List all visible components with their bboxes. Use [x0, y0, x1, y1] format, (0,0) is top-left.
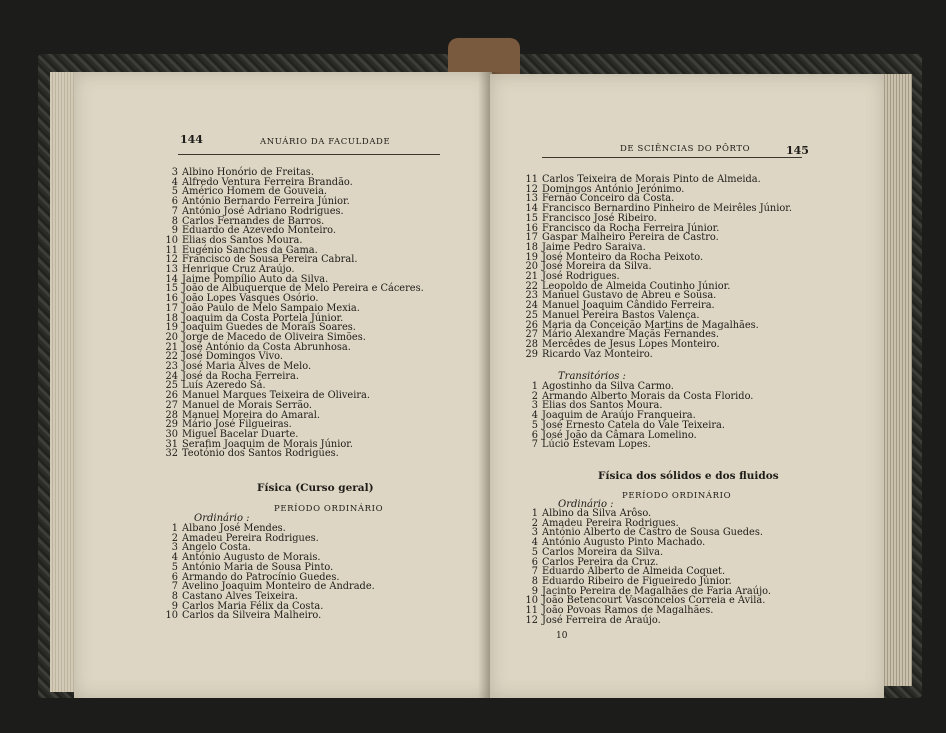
student-name: José Ernesto Catela do Vale Teixeira.	[542, 419, 725, 431]
student-name: Eduardo Ribeiro de Figueiredo Júnior.	[542, 575, 732, 587]
item-number: 29	[525, 348, 538, 360]
page-edges-left	[50, 72, 76, 692]
item-number: 7	[171, 205, 178, 217]
item-number: 3	[531, 527, 538, 539]
item-number: 25	[165, 380, 178, 392]
item-number: 17	[525, 232, 538, 244]
student-name: Castano Alves Teixeira.	[182, 590, 298, 602]
item-number: 13	[525, 193, 538, 205]
student-name: Manuel de Morais Serrão.	[182, 399, 313, 411]
student-name: Joaquim Guedes de Morais Soares.	[182, 322, 356, 334]
student-name: Carlos da Silveira Malheiro.	[182, 610, 322, 622]
student-name: Domingos António Jerónimo.	[542, 183, 685, 195]
student-name: Albano José Mendes.	[182, 523, 286, 534]
item-number: 22	[165, 351, 178, 363]
header-rule	[178, 154, 440, 155]
item-number: 22	[525, 280, 538, 292]
item-number: 23	[525, 290, 538, 302]
student-list	[160, 524, 375, 621]
item-number: 3	[171, 167, 178, 178]
item-number: 23	[165, 361, 178, 373]
student-name: António Augusto Pinto Machado.	[542, 537, 706, 549]
item-number: 2	[531, 390, 538, 402]
list-item	[520, 616, 771, 626]
item-number: 16	[525, 222, 538, 234]
item-number: 7	[531, 566, 538, 578]
student-name: Agostinho da Silva Carmo.	[542, 381, 674, 392]
student-name: Elias dos Santos Moura.	[542, 400, 663, 412]
item-number: 21	[165, 341, 178, 353]
page-number: 144	[180, 133, 203, 146]
item-number: 21	[525, 271, 538, 283]
student-name: Eduardo de Azevedo Monteiro.	[182, 225, 337, 237]
student-name: Eugénio Sanches da Gama.	[182, 244, 318, 256]
student-name: Maria da Conceição Martins de Magalhães.	[542, 319, 759, 331]
item-number: 9	[171, 600, 178, 612]
student-name: Jaime Pompílio Auto da Silva.	[182, 273, 329, 285]
item-number: 27	[525, 329, 538, 341]
item-number: 6	[171, 571, 178, 583]
signature-mark: 10	[556, 631, 568, 641]
category-label: Ordinário :	[194, 513, 250, 524]
student-name: Manuel Pereira Bastos Valença.	[542, 309, 700, 321]
item-number: 10	[165, 610, 178, 622]
student-name: Carlos Moreira da Silva.	[542, 546, 664, 558]
running-head: DE SCIÊNCIAS DO PÔRTO	[620, 144, 751, 154]
student-name: João de Albuquerque de Melo Pereira e Cáceres.	[182, 283, 424, 295]
student-name: Elias dos Santos Moura.	[182, 234, 303, 246]
item-number: 19	[525, 251, 538, 263]
item-number: 12	[525, 614, 538, 626]
item-number: 32	[165, 448, 178, 460]
list-item	[520, 350, 792, 360]
item-number: 4	[531, 537, 538, 549]
category-label: Transitórios :	[558, 371, 626, 382]
student-name: António Alberto de Castro de Sousa Guedes.	[542, 527, 763, 539]
student-name: António Augusto de Morais.	[182, 552, 321, 564]
list-item	[160, 449, 424, 459]
item-number: 15	[525, 212, 538, 224]
item-number: 1	[531, 381, 538, 392]
student-name: Jacinto Pereira de Magalhães de Faria Araújo.	[542, 585, 771, 597]
item-number: 12	[165, 254, 178, 266]
student-name: Manuel Marques Teixeira de Oliveira.	[182, 390, 370, 402]
item-number: 19	[165, 322, 178, 334]
student-name: António Bernardo Ferreira Júnior.	[182, 196, 350, 208]
student-name: Mário Alexandre Maçãs Fernandes.	[542, 329, 720, 341]
item-number: 2	[531, 517, 538, 529]
item-number: 5	[171, 561, 178, 573]
item-number: 4	[171, 552, 178, 564]
item-number: 20	[165, 331, 178, 343]
student-name: Carlos Teixeira de Morais Pinto de Almeida.	[542, 174, 761, 185]
item-number: 10	[165, 234, 178, 246]
item-number: 5	[171, 186, 178, 198]
item-number: 11	[525, 605, 538, 617]
period-label: PERÍODO ORDINÁRIO	[274, 504, 384, 514]
student-name: José Rodrigues.	[542, 271, 620, 283]
item-number: 14	[525, 203, 538, 215]
student-list	[160, 168, 424, 459]
item-number: 6	[171, 196, 178, 208]
student-name: Miguel Bacelar Duarte.	[182, 428, 299, 440]
student-name: António Maria de Sousa Pinto.	[182, 561, 334, 573]
item-number: 7	[171, 581, 178, 593]
student-name: Armando Alberto Morais da Costa Florido.	[542, 390, 754, 402]
item-number: 20	[525, 261, 538, 273]
student-name: Jaime Pedro Saraiva.	[542, 241, 646, 253]
item-number: 1	[531, 508, 538, 519]
item-number: 26	[525, 319, 538, 331]
item-number: 11	[165, 244, 178, 256]
student-name: Henrique Cruz Araújo.	[182, 264, 295, 276]
item-number: 9	[171, 225, 178, 237]
item-number: 3	[531, 400, 538, 412]
student-name: Joaquim de Araújo Franqueira.	[542, 410, 696, 422]
student-name: Carlos Fernandes de Barros.	[182, 215, 325, 227]
student-name: José Domingos Vivo.	[182, 351, 283, 363]
item-number: 2	[171, 532, 178, 544]
section-title: Física dos sólidos e dos fluidos	[598, 470, 779, 482]
left-page	[74, 72, 492, 698]
period-label: PERÍODO ORDINÁRIO	[622, 491, 732, 501]
student-name: Armando do Patrocínio Guedes.	[182, 571, 340, 583]
item-number: 8	[531, 575, 538, 587]
student-name: Joaquim da Costa Portela Júnior.	[182, 312, 344, 324]
student-name: Manuel Gustavo de Abreu e Sousa.	[542, 290, 717, 302]
student-name: José António da Costa Abrunhosa.	[182, 341, 351, 353]
item-number: 29	[165, 419, 178, 431]
item-number: 10	[525, 595, 538, 607]
student-name: Angelo Costa.	[182, 542, 251, 554]
item-number: 24	[165, 370, 178, 382]
student-name: Carlos Pereira da Cruz.	[542, 556, 659, 568]
item-number: 18	[165, 312, 178, 324]
item-number: 6	[531, 429, 538, 441]
student-name: Francisco de Sousa Pereira Cabral.	[182, 254, 358, 266]
header-rule	[542, 157, 802, 158]
student-name: Luís Azeredo Sá.	[182, 380, 266, 392]
item-number: 28	[165, 409, 178, 421]
student-name: Albino da Silva Arôso.	[542, 508, 652, 519]
student-name: Jorge de Macedo de Oliveira Simões.	[182, 331, 366, 343]
item-number: 26	[165, 390, 178, 402]
list-item	[520, 440, 753, 450]
student-name: João Paulo de Melo Sampaio Mexia.	[182, 302, 360, 314]
page-number: 145	[786, 144, 809, 157]
student-name: Albino Honório de Freitas.	[182, 167, 314, 178]
student-name: Eduardo Alberto de Almeida Coquet.	[542, 566, 726, 578]
student-name: Amadeu Pereira Rodrigues.	[542, 517, 679, 529]
section-title: Física (Curso geral)	[257, 482, 374, 494]
item-number: 31	[165, 438, 178, 450]
student-name: Amadeu Pereira Rodrigues.	[182, 532, 319, 544]
item-number: 4	[531, 410, 538, 422]
student-name: Manuel Joaquim Cândido Ferreira.	[542, 300, 715, 312]
student-name: José João da Câmara Lomelino.	[542, 429, 697, 441]
item-number: 4	[171, 176, 178, 188]
right-page	[490, 74, 884, 698]
item-number: 5	[531, 419, 538, 431]
student-name: José Ferreira de Araújo.	[542, 614, 661, 626]
item-number: 14	[165, 273, 178, 285]
student-name: Avelino Joaquim Monteiro de Andrade.	[182, 581, 375, 593]
student-name: Serafim Joaquim de Morais Júnior.	[182, 438, 353, 450]
student-name: José Moreira da Silva.	[542, 261, 652, 273]
item-number: 28	[525, 338, 538, 350]
student-list	[520, 509, 771, 625]
student-name: Mercêdes de Jesus Lopes Monteiro.	[542, 338, 720, 350]
student-list	[520, 175, 792, 359]
student-name: Carlos Maria Félix da Costa.	[182, 600, 324, 612]
student-name: Francisco da Rocha Ferreira Júnior.	[542, 222, 720, 234]
item-number: 25	[525, 309, 538, 321]
student-name: Manuel Moreira do Amaral.	[182, 409, 320, 421]
student-list	[520, 382, 753, 450]
student-name: Francisco José Ribeiro.	[542, 212, 657, 224]
item-number: 27	[165, 399, 178, 411]
item-number: 9	[531, 585, 538, 597]
category-label: Ordinário :	[558, 499, 614, 510]
student-name: João Povoas Ramos de Magalhães.	[542, 605, 714, 617]
item-number: 18	[525, 241, 538, 253]
item-number: 7	[531, 439, 538, 451]
item-number: 11	[525, 174, 538, 185]
item-number: 8	[171, 590, 178, 602]
student-name: Gaspar Malheiro Pereira de Castro.	[542, 232, 719, 244]
item-number: 30	[165, 428, 178, 440]
item-number: 13	[165, 264, 178, 276]
student-name: José Monteiro da Rocha Peixoto.	[542, 251, 704, 263]
student-name: Fernão Conceiro da Costa.	[542, 193, 675, 205]
student-name: José Maria Alves de Melo.	[182, 361, 312, 373]
item-number: 8	[171, 215, 178, 227]
student-name: Mário José Filgueiras.	[182, 419, 292, 431]
item-number: 12	[525, 183, 538, 195]
student-name: António José Adriano Rodrigues.	[182, 205, 344, 217]
item-number: 5	[531, 546, 538, 558]
student-name: Américo Homem de Gouveia.	[182, 186, 328, 198]
student-name: João Lopes Vasques Osório.	[182, 293, 319, 305]
item-number: 6	[531, 556, 538, 568]
item-number: 1	[171, 523, 178, 534]
item-number: 24	[525, 300, 538, 312]
student-name: Teotónio dos Santos Rodrigues.	[182, 448, 339, 460]
item-number: 15	[165, 283, 178, 295]
student-name: Francisco Bernardino Pinheiro de Meirêles Júnior.	[542, 203, 792, 215]
student-name: João Betencourt Vasconcelos Correia e Avila.	[542, 595, 766, 607]
running-head: ANUÁRIO DA FACULDADE	[260, 137, 391, 147]
item-number: 3	[171, 542, 178, 554]
student-name: José da Rocha Ferreira.	[182, 370, 300, 382]
student-name: Alfredo Ventura Ferreira Brandão.	[182, 176, 353, 188]
item-number: 17	[165, 302, 178, 314]
student-name: Ricardo Vaz Monteiro.	[542, 348, 653, 360]
student-name: Leopoldo de Almeida Coutinho Júnior.	[542, 280, 731, 292]
student-name: Lúcio Estevam Lopes.	[542, 439, 651, 451]
item-number: 16	[165, 293, 178, 305]
list-item	[160, 611, 375, 621]
